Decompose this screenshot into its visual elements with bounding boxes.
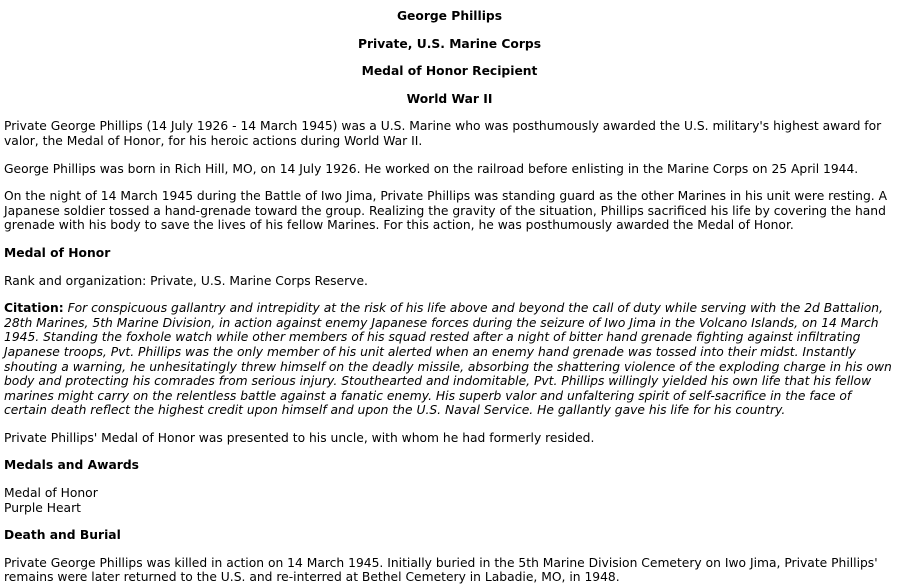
page-title: George Phillips [396,9,503,23]
award-item: Purple Heart [4,500,81,515]
awards-list [4,486,895,515]
presentation-paragraph: Private Phillips' Medal of Honor was presented to his uncle, with whom he had formerly resided. [4,430,595,445]
citation-paragraph [4,301,895,418]
distinction-subtitle: Medal of Honor Recipient [361,64,538,79]
rank-organization-paragraph: Rank and organization: Private, U.S. Marine Corps Reserve. [4,273,368,288]
medals-awards-heading: Medals and Awards [4,458,139,473]
award-item: Medal of Honor [4,486,98,501]
death-burial-paragraph: Private George Phillips was killed in action on 14 March 1945. Initially buried in the 5th Marine Division Cemetery on Iwo Jima, Private Phillips' remains were later returned to the U.S. and re-interred at Bethel Cemetery in Labadie, MO, in 1948. [4,555,878,585]
war-subtitle: World War II [406,91,493,106]
action-paragraph: On the night of 14 March 1945 during the Battle of Iwo Jima, Private Phillips was standing guard as the other Marines in his unit were resting. A Japanese soldier tossed a hand-grenade toward the group. Realizing the gravity of the situation, Phillips sacrificed his life by covering the hand grenade with his body to save the lives of his fellow Marines. For this action, he was posthumously awarded the Medal of Honor. [4,189,887,233]
citation-text: For conspicuous gallantry and intrepidity at the risk of his life above and beyond the call of duty while serving with the 2d Battalion, 28th Marines, 5th Marine Division, in action against enemy Japanese forces during the seizure of Iwo Jima in the Volcano Islands, on 14 March 1945. Standing the foxhole watch while other members of his squad rested after a night of bitter hand grenade fighting against infiltrating Japanese troops, Pvt. Phillips was the only member of his unit alerted when an enemy hand grenade was tossed into their midst. Instantly shouting a warning, he unhesitatingly threw himself on the deadly missile, absorbing the shattering violence of the exploding charge in his own body and protecting his comrades from serious injury. Stouthearted and indomitable, Pvt. Phillips willingly yielded his own life that his fellow marines might carry on the relentless battle against a fanatic enemy. His superb valor and unfaltering spirit of self-sacrifice in the face of certain death reflect the highest credit upon himself and upon the U.S. Naval Service. He gallantly gave his life for his country. [4,301,892,418]
early-life-paragraph: George Phillips was born in Rich Hill, MO, on 14 July 1926. He worked on the railroad before enlisting in the Marine Corps on 25 April 1944. [4,161,859,176]
rank-subtitle: Private, U.S. Marine Corps [357,36,542,51]
medal-of-honor-heading: Medal of Honor [4,245,111,260]
citation-label: Citation: [4,301,64,316]
death-burial-heading: Death and Burial [4,528,121,543]
intro-summary-paragraph: Private George Phillips (14 July 1926 - 14 March 1945) was a U.S. Marine who was posthumously awarded the U.S. military's highest award for valor, the Medal of Honor, for his heroic actions during World War II. [4,119,882,148]
